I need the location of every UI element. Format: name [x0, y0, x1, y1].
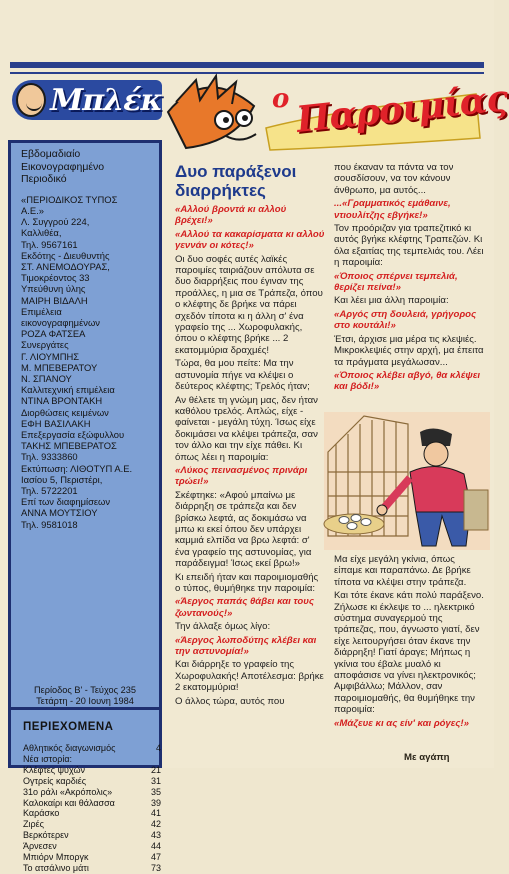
contents-item	[23, 743, 161, 754]
contents-heading: ΠΕΡΙΕΧΟΜΕΝΑ	[23, 721, 114, 733]
article-paragraph: Ο άλλος τώρα, αυτός που	[175, 695, 285, 707]
staff-name: Τηλ. 5722201	[21, 485, 78, 497]
contents-item-name: Καλοκαίρι και θάλασσα	[23, 797, 115, 808]
contents-item-name: Άρνεσεν	[23, 841, 57, 852]
title-prefix: ο	[272, 84, 290, 114]
contents-item-page: 47	[150, 852, 161, 863]
publisher-line: Λ. Συγγρού 224,	[21, 216, 90, 228]
contents-item	[23, 754, 161, 765]
publisher-line: Α.Ε.»	[21, 204, 44, 216]
staff-name: εικονογραφημένων	[21, 317, 100, 329]
staff-name: ΕΦΗ ΒΑΣΙΛΑΚΗ	[21, 417, 91, 429]
contents-item-name: Καράσκο	[23, 808, 60, 819]
contents-item	[23, 798, 161, 809]
article-paragraph: Οι δυο σοφές αυτές λαϊκές παροιμίες ταιριάζουν απόλυτα σε δυο διαρρήξεις που έγιναν της προάλλες, η μια σε Τράπεζα, όπου ο κλέφτης δε βρήκε να πάρει σχεδόν τίποτα κι η άλλη σ' ένα γραφείο της ... Χωροφυλακής, όπου ο κλέφτης βρήκε ... 2 εκατομμύρια δραχμές!	[175, 253, 323, 356]
contents-item-name: Αθλητικός διαγωνισμός	[23, 743, 116, 753]
staff-name: ΡΟΖΑ ΦΑΤΣΕΑ	[21, 328, 86, 340]
contents-item	[23, 808, 161, 819]
contents-item-name: Κλέφτες ψυχών	[23, 764, 85, 775]
article-paragraph: Και λέει μια άλλη παροιμία:	[334, 295, 449, 307]
staff-name: ΤΑΚΗΣ ΜΠΕΒΕΡΑΤΟΣ	[21, 440, 117, 452]
proverb-quote: ...«Γραμματικός εμάθαινε, ντιουλίτζης εβγήκε!»	[334, 198, 451, 221]
contents-item-page: 21	[150, 764, 161, 775]
staff-name: ΣΤ. ΑΝΕΜΟΔΟΥΡΑΣ,	[21, 261, 110, 272]
publication-line: Περιοδικό	[21, 173, 67, 186]
proverb-quote: «Λύκος πεινασμένος πρινάρι τρώει!»	[175, 464, 308, 488]
article-paragraph: Κι επειδή ήταν και παροιμιομαθής ο τύπος, θυμήθηκε την παροιμία:	[175, 571, 319, 594]
contents-item-name: 31ο ράλι «Ακρόπολις»	[23, 786, 113, 797]
sidebar-credits	[11, 143, 159, 530]
masthead-sidebar	[8, 140, 162, 873]
proverb-quote: «Αλλού τα κακαρίσματα κι αλλού γεννάν οι κότες!»	[175, 228, 325, 252]
contents-item-page: 31	[150, 775, 161, 786]
column-2-text-bottom	[334, 554, 484, 731]
proverb-quote: «Αλλού βροντά κι αλλού βρέχει!»	[175, 204, 287, 227]
article-paragraph: Και τότε έκανε κάτι πολύ παράξενο. Ζήλωσε κι έκλεψε το ... ηλεκτρικό σύστημα συναγερμού της τράπεζας, που, άγνωστο γιατί, δεν είχε λειτουργήσει όταν έκανε την διάρρηξη! Γιατί άραγε; Μήπως η γκίνια του έβαλε μυαλό κι αποφάσισε να γίνει ηλεκτρονικός; Αμφιβάλλω; Μάλλον, σαν παροιμιομαθής, θα θυμήθηκε την παροιμία:	[334, 590, 484, 716]
staff-role: Επεξεργασία εξώφυλλου	[21, 429, 125, 441]
publication-line: Εικονογραφημένο	[21, 160, 105, 173]
article-paragraph: Έτσι, άρχισε μια μέρα τις κλεψιές. Μικροκλεψιές στην αρχή, μα έπειτα τα πράγματα μεγάλωσαν...	[334, 333, 484, 368]
article-paragraph: Μα είχε μεγάλη γκίνια, όπως είπαμε και παραπάνω. Δε βρήκε τίποτα να κλέψει στην τράπεζα.	[334, 554, 471, 588]
article-paragraph: Αν θέλετε τη γνώμη μας, δεν ήταν καθόλου τρελός. Απλώς, είχε - φαίνεται - μεγάλη τύχη. Ίσως είχε δοκιμάσει να κλέψει τράπεζα, σαν τον άλλο και την είχε πάθει. Κι όπως λέει η παροιμία:	[175, 394, 318, 463]
contents-item-name: Νέα ιστορία:	[23, 753, 73, 764]
blek-logo	[12, 80, 162, 120]
staff-name: Τηλ. 9581018	[21, 518, 78, 530]
column-1-text	[175, 204, 325, 709]
thief-henhouse-illustration	[324, 412, 490, 550]
publisher-line: Καλλιθέα,	[21, 227, 62, 239]
column-title: Παροιμίας	[294, 77, 509, 141]
staff-role: Επιμέλεια	[21, 305, 62, 317]
contents-item-page: 4	[155, 743, 161, 753]
contents-item-page: 44	[150, 841, 161, 852]
article-paragraph: Τώρα, θα μου πείτε: Μα την αστυνομία πήγε να κλέψει ο δεύτερος κλέφτης; Τρελός ήταν;	[175, 358, 310, 393]
issue-date: Τετάρτη - 20 Ιουνη 1984	[36, 696, 134, 706]
staff-name: Ν. ΣΠΑΝΟΥ	[21, 373, 72, 385]
staff-name: ΜΑΙΡΗ ΒΙΔΑΛΗ	[21, 294, 88, 306]
staff-name: Μ. ΜΠΕΒΕΡΑΤΟΥ	[21, 361, 98, 373]
proverb-quote: «Μάζευε κι ας είν' και ρόγες!»	[334, 717, 469, 729]
article-column-2	[334, 162, 484, 395]
column-2-text-top	[334, 162, 484, 395]
top-rule	[10, 62, 484, 68]
contents-item-page: 42	[150, 819, 161, 830]
logo-text: Μπλέκ	[50, 82, 162, 118]
signoff: Με αγάπη	[404, 752, 450, 763]
contents-item-name: Ογτρείς καρδιές	[23, 775, 87, 786]
staff-name: Ιασίου 5, Περιστέρι,	[21, 473, 103, 485]
contents-item-page: 35	[150, 786, 161, 797]
contents-item-name: Μπιόρν Μποργκ	[23, 852, 89, 863]
blek-face-icon	[16, 83, 46, 117]
publisher-line: «ΠΕΡΙΟΔΙΚΟΣ ΤΥΠΟΣ	[21, 193, 118, 205]
article-column-1	[175, 162, 325, 709]
proverb-quote: «Όποιος σπέρνει τεμπελιά, θερίζει πείνα!»	[334, 270, 458, 294]
article-paragraph: Σκέφτηκε: «Αφού μπαίνω με διάρρηξη σε τράπεζα και δεν βρίσκω λεφτά, ας δοκιμάσω να μπω κι εκεί όπου δεν υπάρχει καμμιά ελπίδα να βρω λεφτά: σ' ένα γραφείο της αστυνομίας, για παράδειγμα! Ίσως εκεί βρω!»	[175, 489, 312, 570]
contents-item	[23, 830, 161, 841]
staff-role: Εκτύπωση: ΛΙΘΟΤΥΠ Α.Ε.	[21, 462, 133, 474]
publication-line: Εβδομαδιαίο	[21, 148, 81, 160]
issue-info	[11, 685, 159, 707]
staff-role: Εκδότης - Διευθυντής	[21, 249, 110, 261]
proverb-quote: «Όποιος κλέβει αβγό, θα κλέψει και βόδι!»	[334, 369, 481, 393]
staff-role: Συνεργάτες	[21, 339, 69, 351]
sidebar-divider	[11, 707, 159, 710]
contents-item-page: 39	[150, 797, 161, 808]
issue-period: Περίοδος Β' - Τεύχος 235	[34, 685, 136, 695]
contents-item-page: 41	[150, 808, 161, 819]
staff-name: ΝΤΙΝΑ ΒΡΟΝΤΑΚΗ	[21, 395, 103, 407]
proverb-quote: «Άεργος λωποδύτης κλέβει και την αστυνομία!»	[175, 634, 317, 658]
staff-name: ΑΝΝΑ ΜΟΥΤΣΙΟΥ	[21, 507, 98, 519]
staff-name: Τηλ. 9333860	[21, 451, 78, 463]
proverb-quote: «Αργός στη δουλειά, γρήγορος στο κουτάλι!»	[334, 308, 477, 332]
article-paragraph: Τον προόριζαν για τραπεζιτικό κι αυτός βγήκε κλέφτης Τραπεζών. Κι όλα εξαιτίας της τεμπελιάς του. Λέει η παροιμία:	[334, 223, 484, 269]
contents-item	[23, 852, 161, 863]
publisher-line: Τηλ. 9567161	[21, 238, 78, 250]
staff-role: Διορθώσεις κειμένων	[21, 406, 109, 418]
contents-item	[23, 819, 161, 830]
staff-name: Τιμοκρέοντος 33	[21, 272, 90, 284]
contents-item-name: Το ατσάλινο μάτι	[23, 862, 89, 873]
article-paragraph: που έκαναν τα πάντα να τον σουσδίσουν, να τον κάνουν άνθρωπο, μα αυτός...	[334, 162, 454, 196]
contents-item	[23, 841, 161, 852]
contents-item-name: Βερκότερεν	[23, 830, 69, 841]
staff-role: Επί των διαφημίσεων	[21, 496, 111, 508]
staff-role: Υπεύθυνη ύλης	[21, 283, 86, 295]
contents-item	[23, 863, 161, 874]
contents-item	[23, 787, 161, 798]
contents-item-page: 43	[150, 830, 161, 841]
staff-name: Γ. ΛΙΟΥΜΠΗΣ	[21, 350, 80, 362]
proverb-quote: «Άεργος παπάς θάβει και τους ζωντανούς!»	[175, 596, 315, 619]
staff-role: Καλλιτεχνική επιμέλεια	[21, 384, 115, 396]
contents-item	[23, 765, 161, 776]
article-heading: Δυο παράξενοι διαρρήκτες	[175, 162, 297, 200]
contents-list	[23, 743, 161, 874]
article-paragraph: Την άλλαξε όμως λίγο:	[175, 621, 271, 633]
contents-item-name: Ζιρές	[23, 819, 44, 830]
contents-item	[23, 776, 161, 787]
article-column-2-bottom	[334, 554, 484, 731]
article-paragraph: Και διάρρηξε το γραφείο της Χωροφυλακής! Αποτέλεσμα: βρήκε 2 εκατομμύρια!	[175, 659, 324, 694]
contents-item-page: 73	[150, 862, 161, 873]
